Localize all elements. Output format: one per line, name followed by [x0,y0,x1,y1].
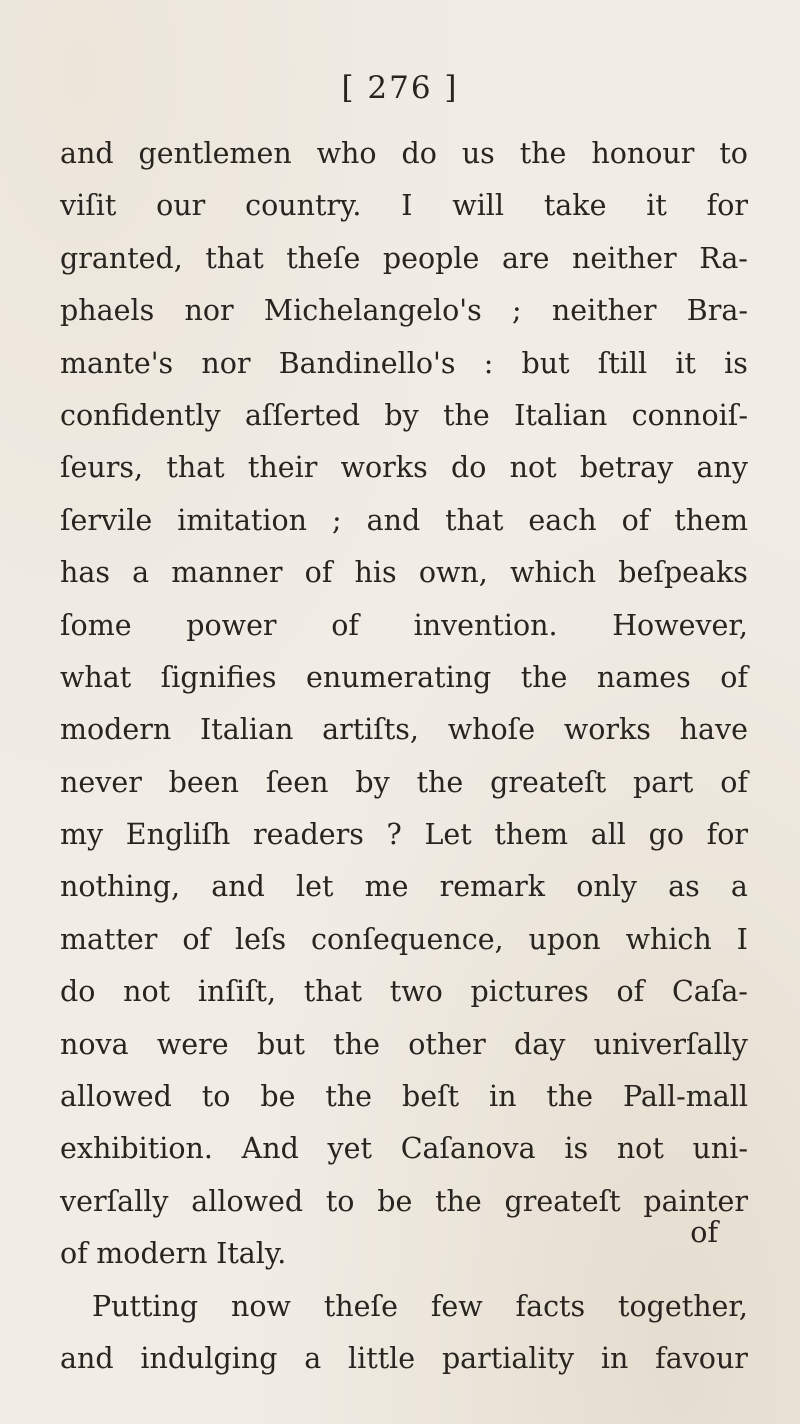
word: few [430,1289,483,1323]
word: invention. [413,608,558,642]
word: that [303,975,363,1009]
text-line [60,495,748,547]
text-line [60,809,748,861]
word: that [205,241,264,275]
word: Caſa- [671,975,748,1009]
word: gentlemen [138,137,292,170]
word: yet [327,1132,372,1166]
text-line [60,652,748,704]
text-line [60,1019,748,1071]
word: do [60,975,96,1009]
word: ; [332,503,342,537]
word: Italian [514,398,608,432]
text-line [60,757,748,809]
word: allowed [60,1080,172,1114]
word: to [719,137,748,170]
word: nothing, [60,870,181,904]
word: modern [96,1237,208,1271]
word: to [325,1184,355,1218]
word: facts [515,1289,586,1323]
text-line [60,180,748,232]
word: beſt [401,1080,460,1114]
word: me [364,870,409,904]
word: uni- [692,1132,748,1166]
word: ſeurs, [60,451,144,485]
text-line [60,600,748,652]
word: it [675,346,696,380]
word: enumerating [306,660,492,694]
word: manner [171,556,283,590]
word: Caſanova [400,1132,536,1166]
word: of [182,922,211,956]
word: I [401,189,413,223]
word: conſequence, [311,922,504,956]
text-line [60,547,748,599]
text-line [60,338,748,390]
word: of [621,503,650,537]
word: and [60,1341,114,1375]
word: my [60,818,104,852]
word: Engliſh [125,818,231,852]
word: as [668,870,700,904]
word: of [60,1237,88,1271]
word: leſs [234,922,287,956]
word: in [488,1080,517,1114]
word: but [521,346,570,380]
word: artiſts, [322,713,419,747]
word: the [546,1080,594,1114]
word: each [528,503,597,537]
word: now [231,1289,291,1323]
word: Michelangelo's [263,294,482,328]
body-text [60,128,748,1385]
word: and [366,503,421,537]
word: has [60,556,110,590]
word: granted, [60,241,183,275]
word: ſeen [265,765,329,799]
word: little [348,1341,416,1375]
word: I [736,922,748,956]
word: do [401,137,437,170]
word: Bra- [686,294,748,328]
word: in [600,1341,629,1375]
word: a [304,1341,322,1375]
word: the [519,137,567,170]
word: remark [439,870,546,904]
word: go [648,818,684,852]
word: for [706,818,748,852]
word: matter [60,922,158,956]
word: which [509,556,597,590]
word: them [674,503,748,537]
word: viſit [60,189,117,223]
word: them [494,818,569,852]
word: day [514,1027,566,1061]
word: it [646,189,667,223]
word: imitation [177,503,308,537]
word: that [166,451,225,485]
word: theſe [323,1289,398,1323]
word: painter [643,1184,748,1218]
word: favour [655,1341,748,1375]
word: been [168,765,240,799]
word: greateſt [490,765,607,799]
text-line-paragraph-start [60,1281,748,1333]
word: and [211,870,265,904]
word: ſignifies [160,660,277,694]
word: who [316,137,377,170]
word: and [60,137,114,170]
word: Bandinello's [278,346,456,380]
word: works [340,451,428,485]
word: two [389,975,443,1009]
word: part [633,765,694,799]
word: take [543,189,607,223]
word: power [186,608,277,642]
word: by [355,765,390,799]
word: pictures [470,975,589,1009]
word: allowed [191,1184,304,1218]
word: the [435,1184,482,1218]
word: However, [612,608,748,642]
word: the [333,1027,380,1061]
word: honour [591,137,695,170]
word: ; [511,294,522,328]
word: the [325,1080,373,1114]
word: confidently [60,398,221,432]
word: works [563,713,651,747]
word: all [590,818,626,852]
word: not [123,975,171,1009]
word: the [520,660,568,694]
catchword: of [690,1216,718,1249]
word: partiality [441,1341,575,1375]
text-line [60,1071,748,1123]
word: Pall-mall [622,1080,748,1114]
word: to [201,1080,231,1114]
word: neither [551,294,657,328]
word: his [354,556,397,590]
word: nor [184,294,234,328]
word: people [382,241,480,275]
word: : [483,346,494,380]
word: will [452,189,505,223]
word: the [416,765,464,799]
word: betray [579,451,674,485]
word: Putting [92,1289,199,1323]
word: not [616,1132,664,1166]
text-line [60,1123,748,1175]
word: of [720,765,748,799]
word: us [461,137,495,170]
text-line-paragraph-end [60,1228,748,1280]
word: Ra- [699,241,748,275]
word: neither [572,241,677,275]
word: phaels [60,294,155,328]
word: exhibition. [60,1132,213,1166]
text-line [60,861,748,913]
word: ſtill [597,346,648,380]
word: of [616,975,645,1009]
word: a [132,556,150,590]
word: their [247,451,318,485]
word: ? [386,818,402,852]
word: verſally [60,1184,169,1218]
word: be [260,1080,296,1114]
word: never [60,765,142,799]
text-line [60,233,748,285]
word: ſervile [60,503,153,537]
word: for [706,189,748,223]
word: upon [528,922,601,956]
word: inſiſt, [197,975,277,1009]
text-line [60,966,748,1018]
word: other [408,1027,486,1061]
word: connoiſ- [631,398,748,432]
word: are [501,241,550,275]
word: a [730,870,748,904]
word: let [296,870,334,904]
word: not [509,451,557,485]
word: mante's [60,346,174,380]
word: whoſe [447,713,536,747]
word: our [156,189,206,223]
word: greateſt [504,1184,621,1218]
text-line [60,442,748,494]
word: beſpeaks [618,556,748,590]
word: which [625,922,712,956]
word: what [60,660,132,694]
text-line [60,285,748,337]
text-line [60,128,748,180]
word: ſome [60,608,132,642]
word: any [696,451,748,485]
word: indulging [140,1341,278,1375]
word: modern [60,713,172,747]
word: theſe [286,241,361,275]
page-number-header: [ 276 ] [341,70,459,106]
word: aſſerted [244,398,361,432]
word: have [679,713,748,747]
word: be [377,1184,413,1218]
text-line [60,1176,748,1228]
word: Italian [200,713,294,747]
word: Let [424,818,472,852]
word: Italy. [216,1237,287,1271]
text-line [60,390,748,442]
word: is [564,1132,589,1166]
word: were [156,1027,229,1061]
word: together, [618,1289,748,1323]
word: that [445,503,504,537]
word: is [724,346,748,380]
word: the [443,398,490,432]
word: names [596,660,691,694]
word: only [576,870,637,904]
text-line [60,704,748,756]
word: of [331,608,359,642]
text-line [60,1333,748,1385]
word: own, [418,556,488,590]
word: nova [60,1027,129,1061]
word: readers [253,818,364,852]
word: but [256,1027,305,1061]
word: country. [245,189,362,223]
word: of [304,556,333,590]
word: do [450,451,487,485]
word: nor [201,346,251,380]
word: And [241,1132,299,1166]
word: univerſally [593,1027,748,1061]
word: of [720,660,748,694]
word: by [384,398,419,432]
text-line [60,914,748,966]
